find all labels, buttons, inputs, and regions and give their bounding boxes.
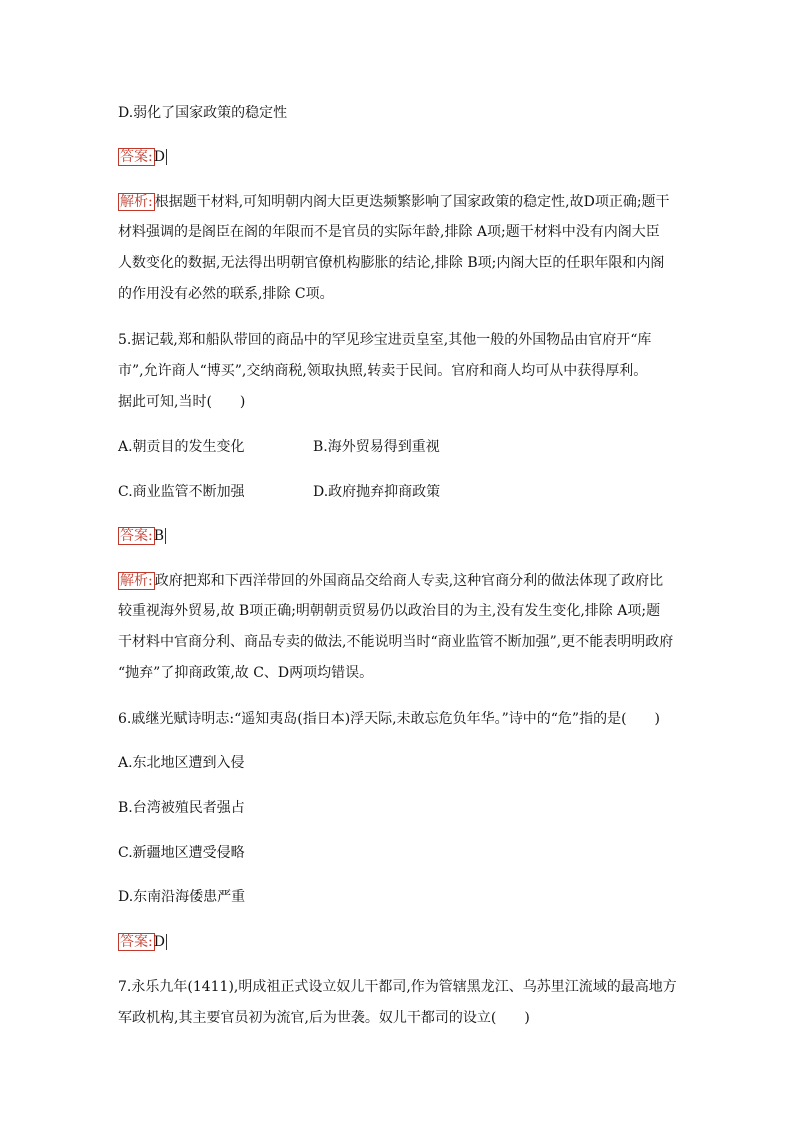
q5-option-a: A.朝贡目的发生变化	[118, 439, 245, 455]
analysis-tag: 解析:	[120, 194, 153, 210]
analysis-text: 政府把郑和下西洋带回的外国商品交给商人专卖,这种官商分利的做法体现了政府比	[154, 573, 664, 589]
q5-stem-line-3: 据此可知,当时( )	[118, 394, 246, 410]
q7-stem-line-1: 7.永乐九年(1411),明成祖正式设立奴儿干都司,作为管辖黑龙江、乌苏里江流域的最高地方	[118, 979, 677, 995]
answer-tag: 答案:	[120, 149, 153, 165]
answer-tag: 答案:	[120, 528, 153, 544]
answer-tag: 答案:	[120, 934, 153, 950]
q5-stem-line-2: 市”,允许商人“博买”,交纳商税,领取执照,转卖于民间。官府和商人均可从中获得厚利。	[118, 363, 648, 379]
q6-stem: 6.戚继光赋诗明志:“遥知夷岛(指日本)浮天际,未敢忘危负年华。”诗中的“危”指的是( )	[118, 711, 660, 727]
q5-option-b: B.海外贸易得到重视	[313, 439, 440, 455]
q5-analysis-line-2: 较重视海外贸易,故 B项正确;明朝朝贡贸易仍以政治目的为主,没有发生变化,排除 A项;题	[118, 603, 661, 619]
q5-analysis-line-3: 干材料中官商分利、商品专卖的做法,不能说明当时“商业监管不断加强”,更不能表明明政府	[118, 634, 674, 650]
answer-value: D	[153, 149, 165, 165]
q5-stem-line-1: 5.据记载,郑和船队带回的商品中的罕见珍宝进贡皇室,其他一般的外国物品由官府开“库	[118, 332, 652, 348]
q7-stem-line-2: 军政机构,其主要官员初为流官,后为世袭。奴儿干都司的设立( )	[118, 1010, 530, 1026]
q5-option-d: D.政府抛弃抑商政策	[313, 484, 441, 500]
analysis-text: 根据题干材料,可知明朝内阁大臣更迭频繁影响了国家政策的稳定性,故D项正确;题干	[154, 194, 670, 210]
q4-answer	[118, 148, 167, 166]
answer-value: D	[153, 934, 165, 950]
q5-answer	[118, 527, 166, 545]
q4-analysis-line-2: 材料强调的是阁臣在阁的年限而不是官员的实际年龄,排除 A项;题干材料中没有内阁大臣	[118, 224, 660, 240]
q5-option-c: C.商业监管不断加强	[118, 484, 245, 500]
q4-option-d: D.弱化了国家政策的稳定性	[118, 105, 288, 121]
q6-answer	[118, 933, 167, 951]
q4-analysis-line-1	[118, 193, 670, 211]
analysis-tag: 解析:	[120, 573, 153, 589]
q4-analysis-line-3: 人数变化的数据,无法得出明朝官僚机构膨胀的结论,排除 B项;内阁大臣的任职年限和内阁	[118, 255, 665, 271]
q4-analysis-line-4: 的作用没有必然的联系,排除 C项。	[118, 286, 334, 302]
answer-value: B	[153, 528, 165, 544]
q6-option-b: B.台湾被殖民者强占	[118, 800, 245, 816]
q6-option-c: C.新疆地区遭受侵略	[118, 845, 245, 861]
q5-analysis-line-1	[118, 572, 663, 590]
q5-analysis-line-4: “抛弃”了抑商政策,故 C、D两项均错误。	[118, 665, 374, 681]
q6-option-a: A.东北地区遭到入侵	[118, 755, 245, 771]
q6-option-d: D.东南沿海倭患严重	[118, 889, 246, 905]
